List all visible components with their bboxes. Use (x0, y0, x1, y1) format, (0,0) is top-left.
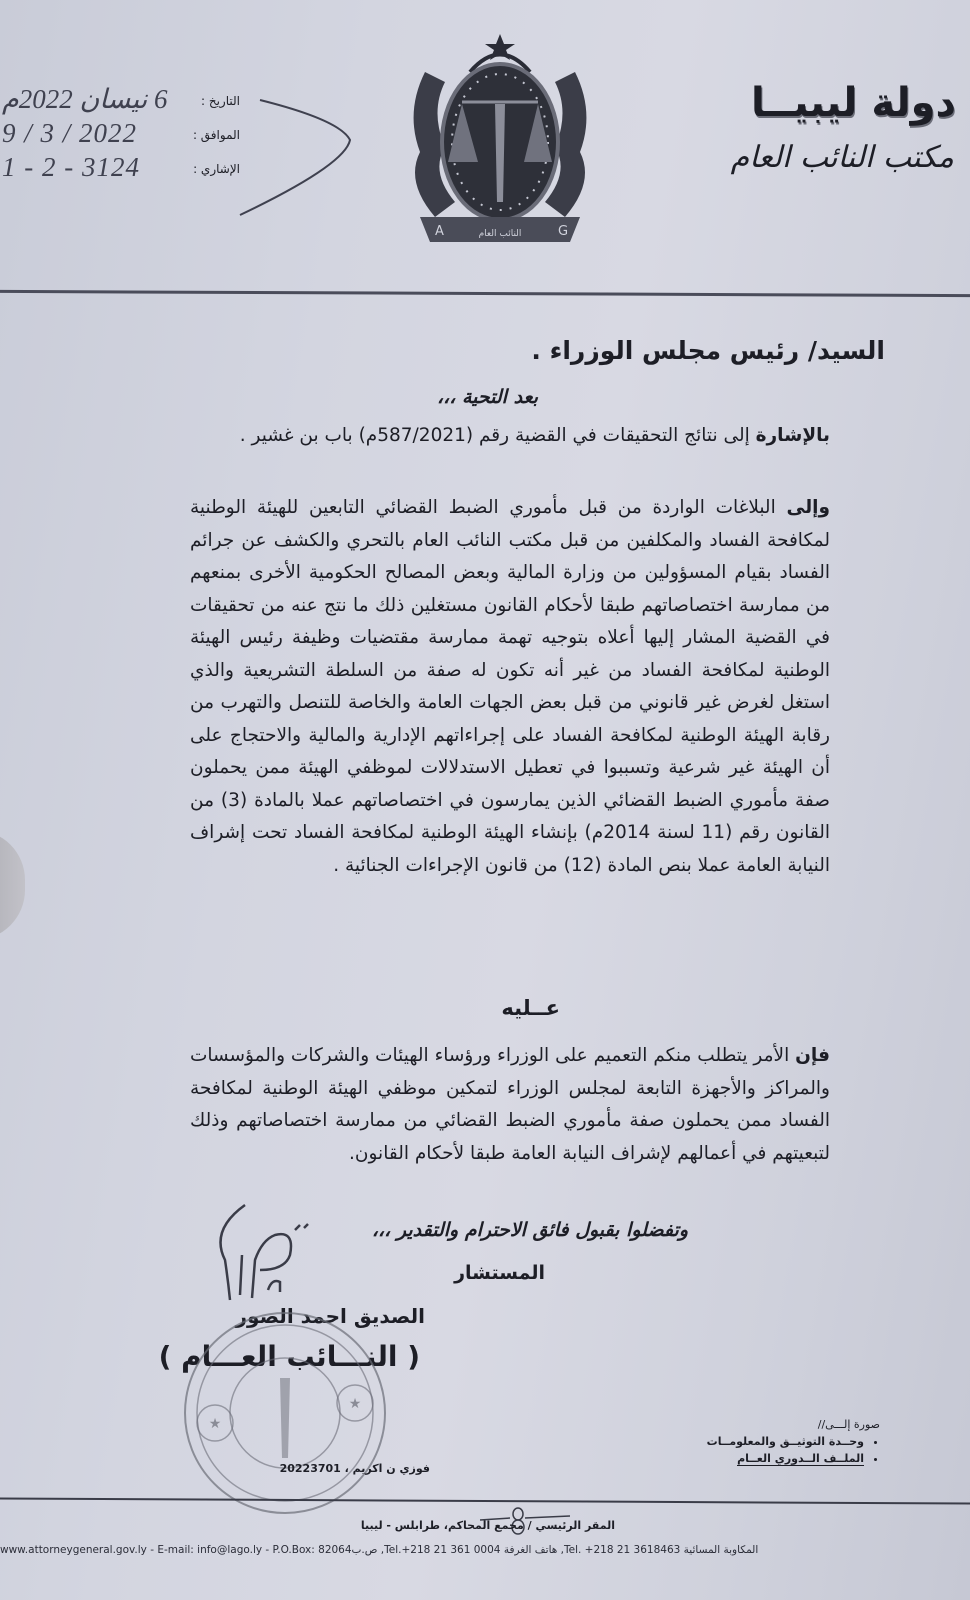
copies-heading: صورة إلـــى// (817, 1418, 880, 1431)
copy-recipient-text: الملــف الــدوري العــام (737, 1452, 864, 1465)
paragraph-request (190, 1040, 830, 1170)
reference-row (0, 154, 240, 188)
typist-reference: فوزي ن اكريم ، 20223701 (279, 1462, 430, 1475)
reference-value: 3124 - 2 - 1 (2, 152, 140, 182)
paragraph-reference (190, 420, 830, 453)
svg-text:★: ★ (348, 1396, 362, 1412)
official-stamp (175, 1308, 395, 1518)
signer-name: الصديق احمد الصور (235, 1304, 425, 1328)
handwritten-signature (200, 1200, 320, 1310)
addressee: السيد/ رئيس مجلس الوزراء . (531, 336, 885, 365)
copy-recipient (707, 1450, 864, 1467)
greeting: بعد التحية ،،، (436, 386, 538, 408)
state-name: دولة ليبيــا (751, 80, 956, 126)
paragraph-text: إلى نتائج التحقيقات في القضية رقم (587/2021م) باب بن غشير . (239, 425, 756, 446)
office-name: مكتب النائب العام (730, 140, 954, 175)
reference-label: الإشاري : (193, 162, 240, 176)
date-row (0, 86, 240, 120)
emblem-letter-a: A (435, 224, 444, 239)
finger-shadow (0, 830, 25, 940)
paragraph-text: الأمر يتطلب منكم التعميم على الوزراء ورؤساء الهيئات والشركات والمؤسسات والمراكز والأجهزة التابعة لمجلس الوزراء لتمكين موظفي الهيئة الوطنية لمكافحة الفساد ممن يحملون صفة مأموري الضبط القضائي من ممارسة اختصاصاتهم وذلك لتبعيتهم في أعمالهم لإشراف النيابة العامة طبقا لأحكام القانون. (190, 1045, 830, 1164)
paragraph-lead: فإن (795, 1045, 830, 1066)
signer-title: المستشار (454, 1262, 545, 1284)
date-label: التاريخ : (200, 94, 240, 108)
paragraph-lead: وإلى (786, 497, 830, 518)
copy-recipient (707, 1433, 864, 1450)
letter-metadata (0, 86, 240, 188)
handwritten-bracket-mark (230, 95, 360, 225)
emblem-letter-g: G (558, 224, 569, 239)
emblem-caption: النائب العام (478, 229, 522, 239)
date-value: 6 نيسان 2022م (2, 84, 168, 114)
closing-salutation: وتفضلوا بقبول فائق الاحترام والتقدير ،،، (371, 1219, 688, 1241)
corresponding-label: الموافق : (192, 128, 240, 142)
attorney-general-emblem (400, 32, 600, 247)
svg-text:★: ★ (208, 1416, 222, 1432)
header-divider (0, 290, 970, 297)
paragraph-lead: بالإشارة (755, 425, 830, 446)
headquarters-address: المقر الرئيسي / مجمع المحاكم، طرابلس - ليبيا (360, 1519, 615, 1532)
copies-list (707, 1418, 880, 1467)
paragraph-text: البلاغات الواردة من قبل مأموري الضبط القضائي التابعين للهيئة الوطنية لمكافحة الفساد والمكلفين من قبل مكتب النائب العام بالتحري والكشف عن جرائم الفساد بقيام المسؤولين من وزارة المالية وبعض المصالح الحكومية الأخرى بمنعهم من ممارسة اختصاصاتهم طبقا لأحكام القانون مستغلين ذلك ما نتج عنه من تحقيقات في القضية المشار إليها أعلاه بتوجيه تهمة ممارسة مقتضيات وظيفة رئيس الهيئة الوطنية لمكافحة الفساد من غير أنه تكون له صفة من السلطة التشريعية والذي استغل لغرض غير قانوني من قبل بعض الجهات العامة والخاصة للتنصل والتهرب من رقابة الهيئة الوطنية لمكافحة الفساد على إجراءاتهم الإدارية والمالية والاحتجاج على أن الهيئة غير شرعية وتسببوا في تعطيل الاستدلالات لموظفي الهيئة ممن يحملون صفة مأموري الضبط القضائي الذين يمارسون في اختصاصاتهم عملا بالمادة (3) من القانون رقم (11 لسنة 2014م) بإنشاء الهيئة الوطنية لمكافحة الفساد تحت إشراف النيابة العامة عملا بنص المادة (12) من قانون الإجراءات الجنائية . (190, 497, 831, 876)
corresponding-value: 2022 / 3 / 9 (2, 118, 138, 148)
therefore-heading: عــليه (501, 996, 560, 1020)
corresponding-row (0, 120, 240, 154)
copy-recipient-text: وحــدة التوثيــق والمعلومــات (706, 1435, 864, 1448)
paragraph-reports (190, 492, 830, 882)
signer-role-text: ( النـــائب العـــام ) (158, 1340, 420, 1373)
contact-info: www.attorneygeneral.gov.ly - E-mail: info@lago.ly - P.O.Box: 82064ص.ب ,Tel.+218 21 361 0004 هاتف الغرفة ,Tel. +218 21 3618463 المكاوبة المسائية (0, 1544, 759, 1556)
